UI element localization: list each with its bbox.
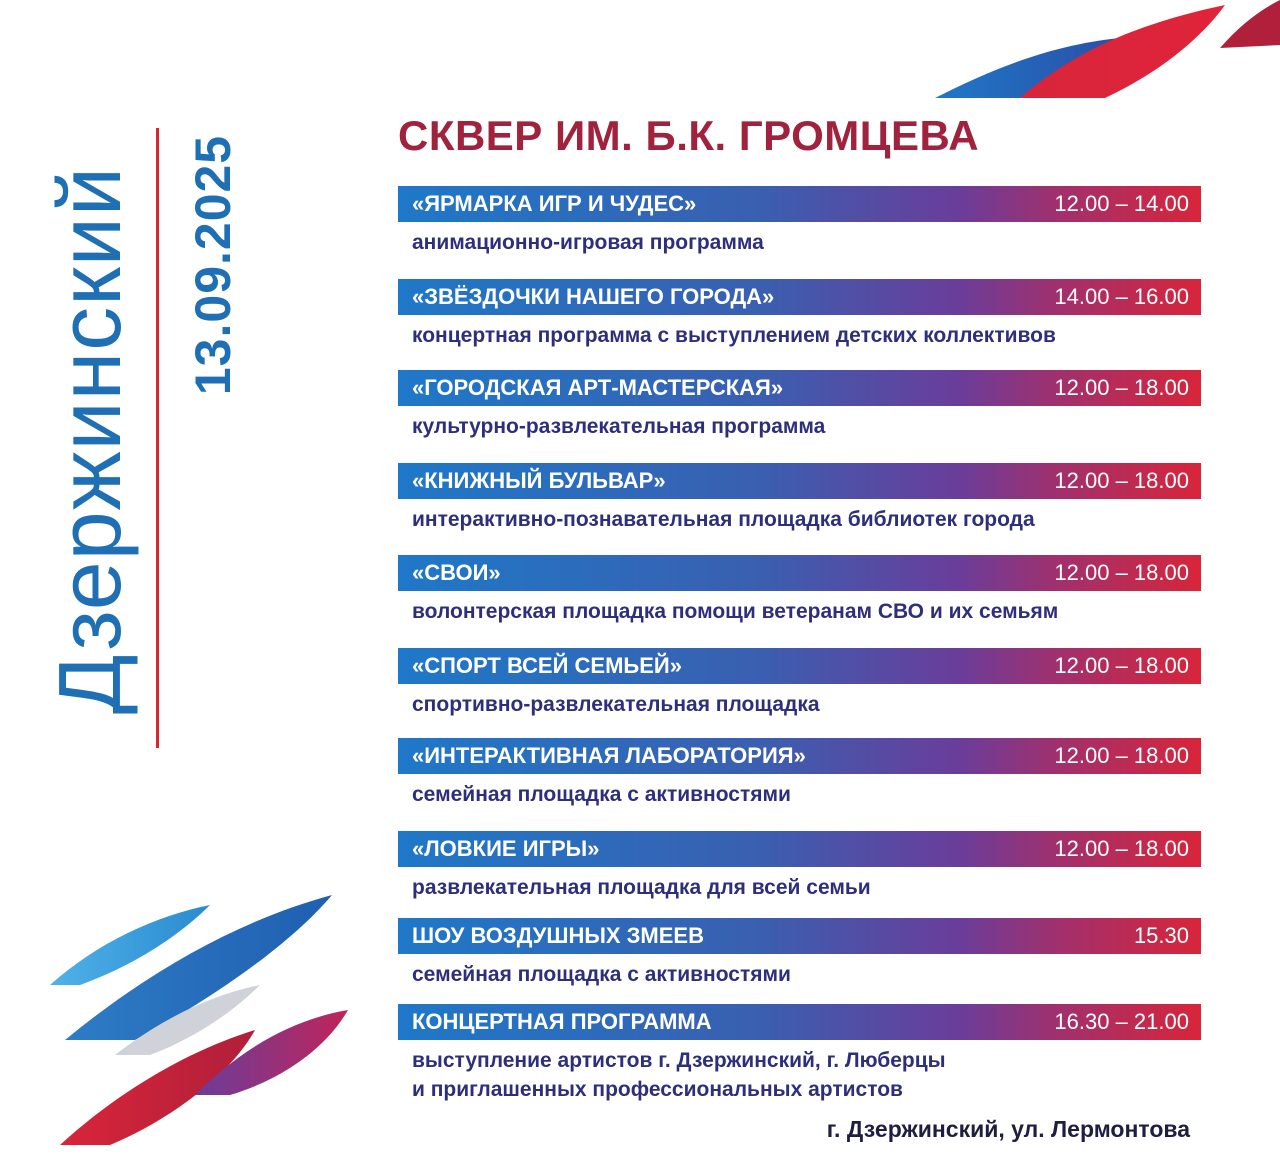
- event-time: 16.30 – 21.00: [1054, 1009, 1189, 1034]
- event-time: 15.30: [1133, 923, 1189, 948]
- event-time: 12.00 – 18.00: [1054, 560, 1189, 585]
- event-name: «ЗВЁЗДОЧКИ НАШЕГО ГОРОДА»: [412, 284, 775, 309]
- event-name: ШОУ ВОЗДУШНЫХ ЗМЕЕВ: [412, 923, 704, 948]
- event-name: «ИНТЕРАКТИВНАЯ ЛАБОРАТОРИЯ»: [412, 743, 806, 768]
- event-time: 12.00 – 18.00: [1054, 836, 1189, 861]
- event-time: 12.00 – 18.00: [1054, 653, 1189, 678]
- event-description: анимационно-игровая программа: [412, 231, 764, 254]
- event-name: КОНЦЕРТНАЯ ПРОГРАММА: [412, 1009, 712, 1034]
- event-header-bar: [398, 918, 1201, 954]
- event-item: [398, 738, 1201, 809]
- event-header-bar: [398, 555, 1201, 591]
- event-header-bar: [398, 463, 1201, 499]
- event-item: [398, 370, 1201, 441]
- event-description: волонтерская площадка помощи ветеранам СВО и их семьям: [412, 600, 1059, 623]
- event-header-bar: [398, 1004, 1201, 1040]
- event-time: 12.00 – 18.00: [1054, 468, 1189, 493]
- event-item: [398, 1004, 1201, 1104]
- event-description: концертная программа с выступлением детских коллективов: [412, 324, 1056, 347]
- event-description: выступление артистов г. Дзержинский, г. Люберцы: [412, 1049, 946, 1072]
- event-description: спортивно-развлекательная площадка: [412, 693, 820, 716]
- event-header-bar: [398, 738, 1201, 774]
- event-date: 13.09.2025: [185, 134, 241, 396]
- event-item: [398, 648, 1201, 719]
- event-description: развлекательная площадка для всей семьи: [412, 876, 871, 899]
- event-name: «КНИЖНЫЙ БУЛЬВАР»: [412, 468, 666, 493]
- address: г. Дзержинский, ул. Лермонтова: [826, 1116, 1190, 1142]
- event-header-bar: [398, 831, 1201, 867]
- city-name: Дзержинский: [40, 165, 139, 715]
- event-header-bar: [398, 370, 1201, 406]
- logo-swoosh-decoration: [40, 890, 360, 1150]
- event-description: семейная площадка с активностями: [412, 963, 791, 986]
- event-item: [398, 918, 1201, 989]
- event-time: 14.00 – 16.00: [1054, 284, 1189, 309]
- event-name: «СПОРТ ВСЕЙ СЕМЬЕЙ»: [412, 653, 682, 678]
- event-item: [398, 186, 1201, 257]
- event-time: 12.00 – 18.00: [1054, 743, 1189, 768]
- event-header-bar: [398, 648, 1201, 684]
- event-item: [398, 555, 1201, 626]
- red-divider-line: [156, 128, 159, 748]
- event-description: интерактивно-познавательная площадка библиотек города: [412, 508, 1035, 531]
- event-name: «ГОРОДСКАЯ АРТ-МАСТЕРСКАЯ»: [412, 375, 784, 400]
- event-header-bar: [398, 186, 1201, 222]
- top-right-swoosh-decoration: [930, 0, 1280, 100]
- event-name: «ЛОВКИЕ ИГРЫ»: [412, 836, 600, 861]
- event-description: семейная площадка с активностями: [412, 783, 791, 806]
- city-name-vertical: [40, 120, 140, 760]
- venue-title: СКВЕР ИМ. Б.К. ГРОМЦЕВА: [398, 112, 980, 159]
- event-time: 12.00 – 18.00: [1054, 375, 1189, 400]
- event-description: и приглашенных профессиональных артистов: [412, 1078, 903, 1101]
- event-date-vertical: [178, 120, 248, 410]
- event-time: 12.00 – 14.00: [1054, 191, 1189, 216]
- event-name: «ЯРМАРКА ИГР И ЧУДЕС»: [412, 191, 697, 216]
- event-item: [398, 831, 1201, 902]
- event-description: культурно-развлекательная программа: [412, 415, 826, 438]
- event-item: [398, 463, 1201, 534]
- event-item: [398, 279, 1201, 350]
- event-name: «СВОИ»: [412, 560, 501, 585]
- event-header-bar: [398, 279, 1201, 315]
